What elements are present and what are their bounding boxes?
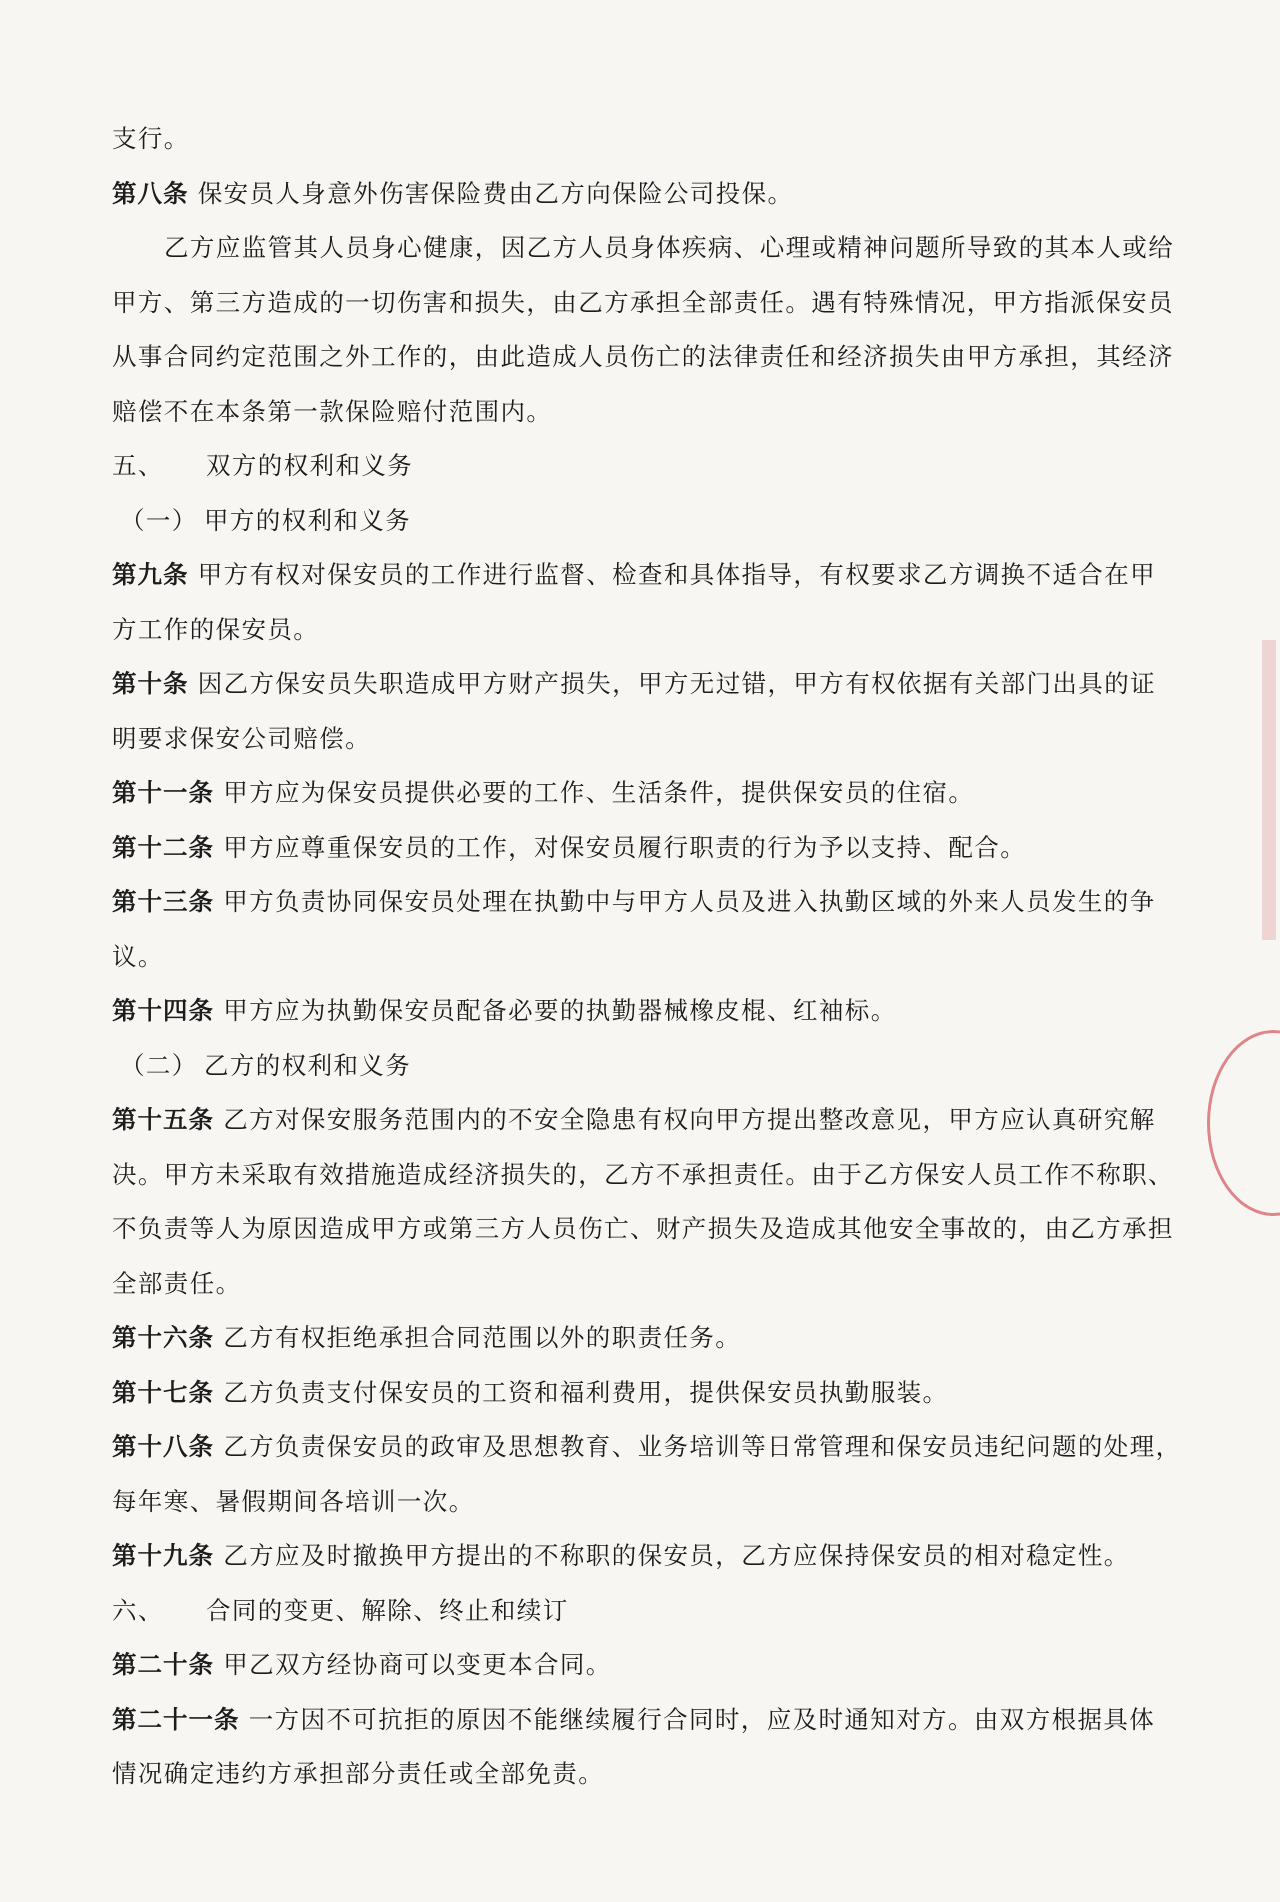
article-12: 第十二条 甲方应尊重保安员的工作，对保安员履行职责的行为予以支持、配合。 xyxy=(112,832,1027,862)
article-14: 第十四条 甲方应为执勤保安员配备必要的执勤器械橡皮棍、红袖标。 xyxy=(112,996,897,1025)
red-seal-fragment xyxy=(1207,1030,1280,1216)
article-10: 第十条 因乙方保安员失职造成甲方财产损失，甲方无过错，甲方有权依据有关部门出具的证 xyxy=(112,669,1156,698)
text-line: 从事合同约定范围之外工作的，由此造成人员伤亡的法律责任和经济损失由甲方承担，其经济 xyxy=(112,342,1174,371)
article-21: 第二十一条 一方因不可抗拒的原因不能继续履行合同时，应及时通知对方。由双方根据具体 xyxy=(112,1704,1156,1734)
article-11: 第十一条 甲方应为保安员提供必要的工作、生活条件，提供保安员的住宿。 xyxy=(112,778,975,807)
article-9: 第九条 甲方有权对保安员的工作进行监督、检查和具体指导，有权要求乙方调换不适合在甲 xyxy=(112,560,1156,589)
article-19: 第十九条 乙方应及时撤换甲方提出的不称职的保安员，乙方应保持保安员的相对稳定性。 xyxy=(112,1541,1130,1570)
article-17: 第十七条 乙方负责支付保安员的工资和福利费用，提供保安员执勤服装。 xyxy=(112,1377,949,1407)
seal-edge-mark xyxy=(1262,640,1276,940)
text-line: 每年寒、暑假期间各培训一次。 xyxy=(112,1486,475,1516)
text-line: 乙方应监管其人员身心健康，因乙方人员身体疾病、心理或精神问题所导致的其本人或给 xyxy=(164,233,1175,262)
text-line: 全部责任。 xyxy=(112,1268,242,1298)
article-18: 第十八条 乙方负责保安员的政审及思想教育、业务培训等日常管理和保安员违纪问题的处理， xyxy=(112,1432,1182,1461)
subsection-heading-1: （一） 甲方的权利和义务 xyxy=(120,505,412,535)
text-line: 赔偿不在本条第一款保险赔付范围内。 xyxy=(112,396,553,426)
text-line: 甲方、第三方造成的一切伤害和损失，由乙方承担全部责任。遇有特殊情况，甲方指派保安员 xyxy=(112,287,1174,317)
section-heading-5: 五、 双方的权利和义务 xyxy=(112,451,414,480)
article-13: 第十三条 甲方负责协同保安员处理在执勤中与甲方人员及进入执勤区域的外来人员发生的争 xyxy=(112,887,1156,916)
text-line: 不负责等人为原因造成甲方或第三方人员伤亡、财产损失及造成其他安全事故的，由乙方承担 xyxy=(112,1214,1174,1243)
text-line: 方工作的保安员。 xyxy=(112,614,320,644)
text-line: 明要求保安公司赔偿。 xyxy=(112,723,371,753)
contract-body xyxy=(112,112,1192,1802)
article-20: 第二十条 甲乙双方经协商可以变更本合同。 xyxy=(112,1650,612,1679)
text-line: 议。 xyxy=(112,941,164,971)
subsection-heading-2: （二） 乙方的权利和义务 xyxy=(120,1050,412,1080)
text-line: 情况确定违约方承担部分责任或全部免责。 xyxy=(112,1759,605,1788)
text-line: 决。甲方未采取有效措施造成经济损失的，乙方不承担责任。由于乙方保安人员工作不称职、 xyxy=(112,1159,1174,1189)
article-16: 第十六条 乙方有权拒绝承担合同范围以外的职责任务。 xyxy=(112,1323,742,1352)
section-heading-6: 六、 合同的变更、解除、终止和续订 xyxy=(112,1595,569,1625)
article-8: 第八条 保安员人身意外伤害保险费由乙方向保险公司投保。 xyxy=(112,178,794,208)
text-line: 支行。 xyxy=(112,124,190,153)
article-15: 第十五条 乙方对保安服务范围内的不安全隐患有权向甲方提出整改意见，甲方应认真研究解 xyxy=(112,1105,1156,1134)
